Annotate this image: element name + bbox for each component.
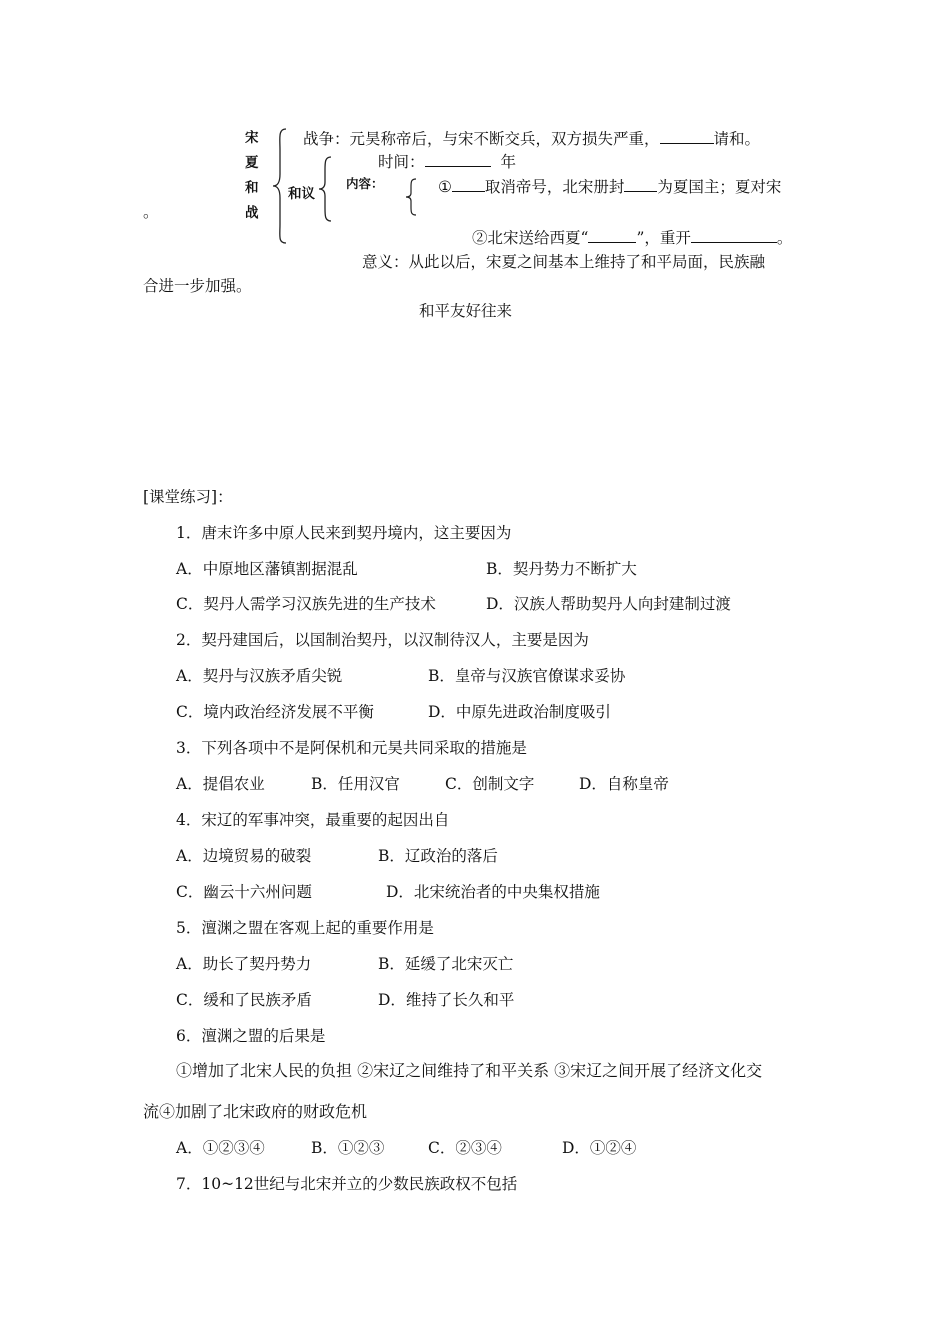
vertical-title-2: 夏 [245,155,259,171]
war-suffix: 请和。 [713,130,761,148]
question-5-option-d: D．维持了长久和平 [378,991,515,1009]
question-3-option-a: A．提倡农业 [176,775,265,793]
war-line [303,128,760,149]
question-7-stem: 7．10~12世纪与北宋并立的少数民族政权不包括 [176,1175,518,1193]
question-6-items-line-2: 流④加剧了北宋政府的财政危机 [143,1102,368,1121]
question-4-option-b: B．辽政治的落后 [378,847,498,865]
question-3-stem: 3．下列各项中不是阿保机和元昊共同采取的措施是 [176,739,527,757]
question-1-option-c: C．契丹人需学习汉族先进的生产技术 [176,595,436,613]
peace-label: 和议 [288,186,315,202]
question-5-option-a: A．助长了契丹势力 [176,955,312,973]
item1-text-2: 为夏国主；夏对宋 [657,178,782,196]
question-6-option-d: D．①②④ [562,1139,637,1157]
diagram-footer: 和平友好往来 [419,302,513,320]
item2-text-1: ②北宋送给西夏“ [472,229,589,247]
question-5-option-b: B．延缓了北宋灭亡 [378,955,514,973]
vertical-title-4: 战 [245,205,259,221]
item1-text: 取消帝号，北宋册封 [484,178,625,196]
question-2-option-c: C．境内政治经济发展不平衡 [176,703,374,721]
question-2-option-d: D．中原先进政治制度吸引 [428,703,611,721]
exercise-heading: [课堂练习]： [143,488,233,506]
question-5-option-c: C．缓和了民族矛盾 [176,991,312,1009]
question-5-stem: 5．澶渊之盟在客观上起的重要作用是 [176,919,434,937]
question-3-option-c: C．创制文字 [445,775,535,793]
question-6-stem: 6．澶渊之盟的后果是 [176,1027,326,1045]
item1-mark: ① [438,178,452,196]
item2-blank-2 [691,227,777,243]
question-3-option-d: D．自称皇帝 [579,775,669,793]
war-text: 战争：元昊称帝后，与宋不断交兵，双方损失严重， [303,130,660,148]
content-item-1 [438,176,781,197]
question-4-stem: 4．宋辽的军事冲突，最重要的起因出自 [176,811,450,829]
question-1-stem: 1．唐末许多中原人民来到契丹境内，这主要因为 [176,524,512,542]
time-blank [425,151,491,167]
significance-line: 意义：从此以后，宋夏之间基本上维持了和平局面，民族融 [362,253,766,271]
time-suffix: 年 [500,153,517,171]
item1-blank-1 [452,176,485,192]
significance-wrap: 合进一步加强。 [143,277,252,295]
time-line [378,151,516,172]
content-label: 内容： [346,176,384,191]
question-2-option-b: B．皇帝与汉族官僚谋求妥协 [428,667,626,685]
item2-text-3: 。 [776,229,793,247]
question-4-option-c: C．幽云十六州问题 [176,883,312,901]
question-4-option-d: D．北宋统治者的中央集权措施 [386,883,600,901]
vertical-title-1: 宋 [245,130,259,146]
question-1-option-a: A．中原地区藩镇割据混乱 [176,560,358,578]
content-item-1-wrap: 。 [143,203,159,221]
item2-text-2: ”，重开 [636,229,691,247]
item1-blank-2 [624,176,657,192]
content-brace [404,178,418,216]
question-4-option-a: A．边境贸易的破裂 [176,847,312,865]
question-3-option-b: B．任用汉官 [311,775,400,793]
war-blank [660,128,714,144]
question-2-stem: 2．契丹建国后，以国制治契丹，以汉制待汉人，主要是因为 [176,631,589,649]
question-1-option-b: B．契丹势力不断扩大 [486,560,637,578]
peace-brace [317,156,335,222]
content-item-2 [472,227,792,248]
question-6-option-b: B．①②③ [311,1139,385,1157]
time-label: 时间： [378,153,425,171]
question-1-option-d: D．汉族人帮助契丹人向封建制过渡 [486,595,731,613]
item2-blank-1 [588,227,636,243]
question-6-option-a: A．①②③④ [176,1139,265,1157]
question-6-items-line-1: ①增加了北宋人民的负担 ②宋辽之间维持了和平关系 ③宋辽之间开展了经济文化交 [176,1061,763,1080]
question-6-option-c: C．②③④ [428,1139,502,1157]
vertical-title-3: 和 [245,180,259,196]
question-2-option-a: A．契丹与汉族矛盾尖锐 [176,667,343,685]
